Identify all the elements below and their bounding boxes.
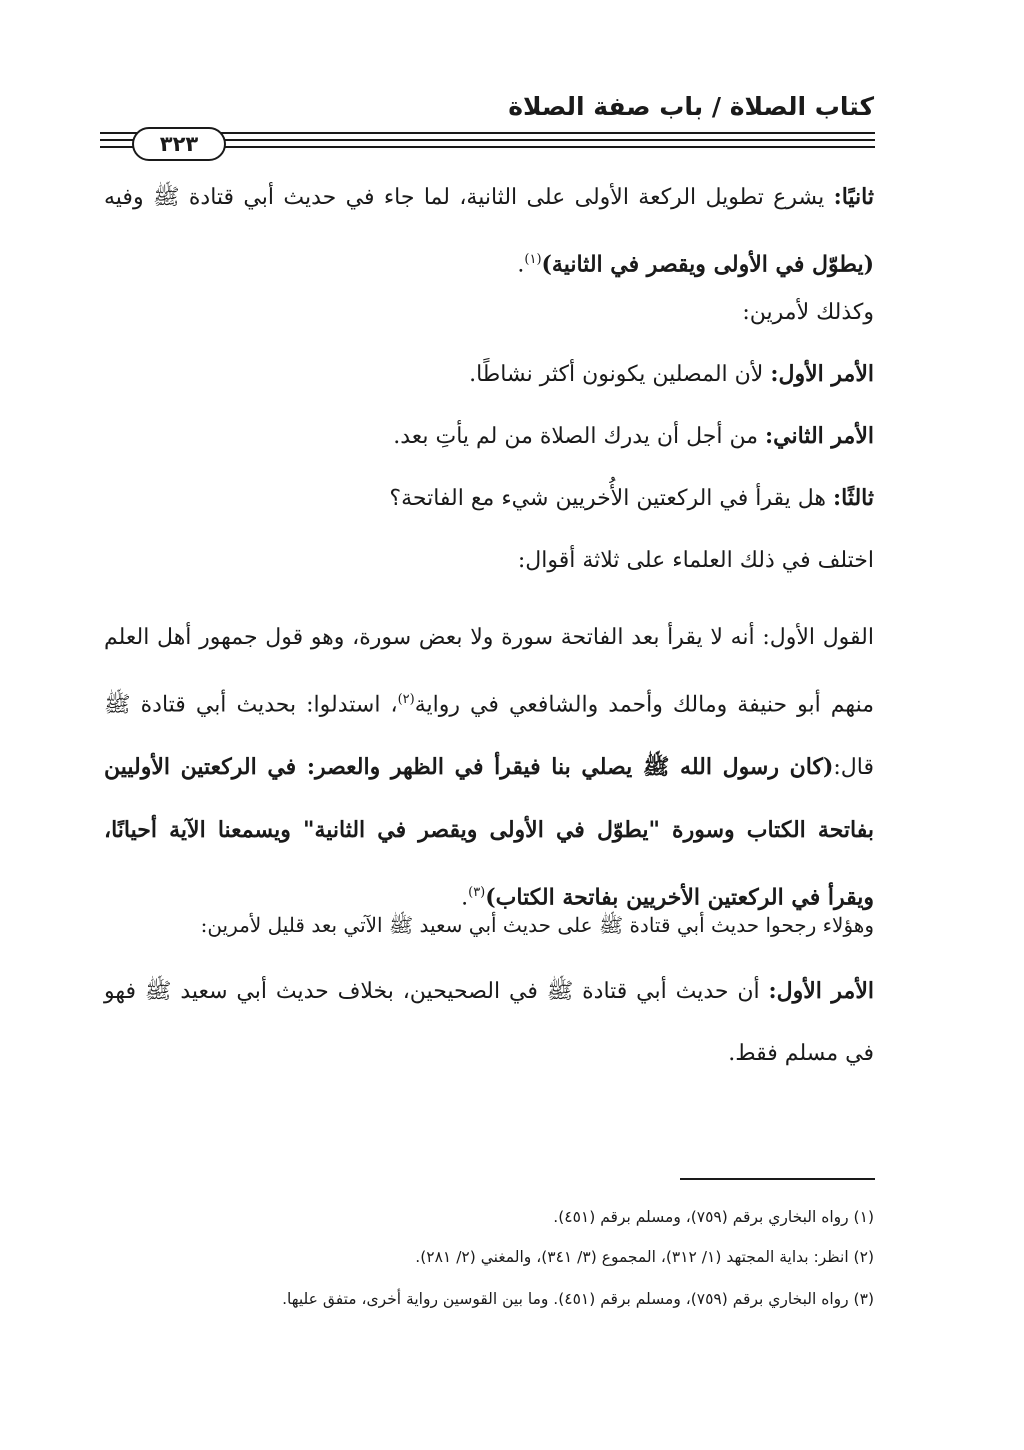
paragraph-text-cont: ، استدلوا: بحديث أبي قتادة ﷺ قال:: [104, 692, 874, 781]
paragraph-text: يشرع تطويل الركعة الأولى على الثانية، لما جاء في حديث أبي قتادة ﷺ وفيه: [104, 185, 834, 210]
paragraph-second-matter: [393, 421, 874, 452]
footnote-2: (٢) انظر: بداية المجتهد (١/ ٣١٢)، المجموع (٣/ ٣٤١)، والمغني (٢/ ٢٨١).: [415, 1248, 874, 1266]
hadith-quote: (يطوّل في الأولى ويقصر في الثانية): [541, 251, 874, 278]
paragraph-first-matter: [469, 359, 874, 390]
paragraph-disagreement: اختلف في ذلك العلماء على ثلاثة أقوال:: [517, 548, 874, 573]
paragraph-text: لأن المصلين يكونون أكثر نشاطًا.: [469, 362, 771, 387]
footnote-ref-2: (٢): [397, 692, 415, 707]
paragraph-label: الأمر الأول:: [768, 978, 874, 1004]
paragraph-thirdly: [389, 483, 874, 514]
paragraph-first-reason: [104, 960, 874, 1085]
paragraph-end: .: [461, 885, 469, 911]
paragraph-text: أن حديث أبي قتادة ﷺ في الصحيحين، بخلاف حديث أبي سعيد ﷺ فهو في مسلم فقط.: [104, 979, 874, 1066]
page-number: ٣٢٣: [159, 132, 199, 156]
paragraph-text: هل يقرأ في الركعتين الأُخريين شيء مع الفاتحة؟: [389, 486, 833, 511]
page-number-badge: [132, 127, 226, 161]
footnote-3: (٣) رواه البخاري برقم (٧٥٩)، ومسلم برقم (٤٥١). وما بين القوسين رواية أخرى، متفق عليها.: [282, 1290, 874, 1308]
paragraph-end: .: [517, 252, 525, 278]
paragraph-label: الأمر الأول:: [770, 361, 874, 387]
footnote-ref-1: (١): [524, 252, 542, 267]
footnote-separator: [680, 1178, 875, 1180]
footnote-1: (١) رواه البخاري برقم (٧٥٩)، ومسلم برقم (٤٥١).: [553, 1208, 874, 1226]
running-header-title: كتاب الصلاة / باب صفة الصلاة: [508, 92, 874, 121]
hadith-quote: (كان رسول الله ﷺ يصلي بنا فيقرأ في الظهر والعصر: في الركعتين الأوليين بفاتحة الكتاب وسورة "يطوّل في الأولى ويقصر في الثانية" ويسمعنا الآية أحيانًا، ويقرأ في الركعتين الأخريين بفاتحة الكتاب): [104, 754, 874, 911]
paragraph-text: القول الأول: أنه لا يقرأ بعد الفاتحة سورة ولا بعض سورة، وهو قول جمهور أهل العلم منهم أبو حنيفة ومالك وأحمد والشافعي في رواية: [104, 625, 874, 718]
paragraph-label: الأمر الثاني:: [765, 423, 874, 449]
paragraph-label: ثالثًا:: [833, 485, 874, 511]
footnote-ref-3: (٣): [468, 885, 486, 901]
paragraph-label: ثانيًا:: [833, 184, 874, 210]
paragraph-first-opinion: [104, 607, 874, 930]
paragraph-secondly: [104, 166, 874, 296]
paragraph-text: من أجل أن يدرك الصلاة من لم يأتِ بعد.: [393, 424, 766, 449]
paragraph-two-matters: وكذلك لأمرين:: [742, 300, 874, 325]
paragraph-preference: وهؤلاء رجحوا حديث أبي قتادة ﷺ على حديث أبي سعيد ﷺ الآتي بعد قليل لأمرين:: [200, 913, 874, 937]
